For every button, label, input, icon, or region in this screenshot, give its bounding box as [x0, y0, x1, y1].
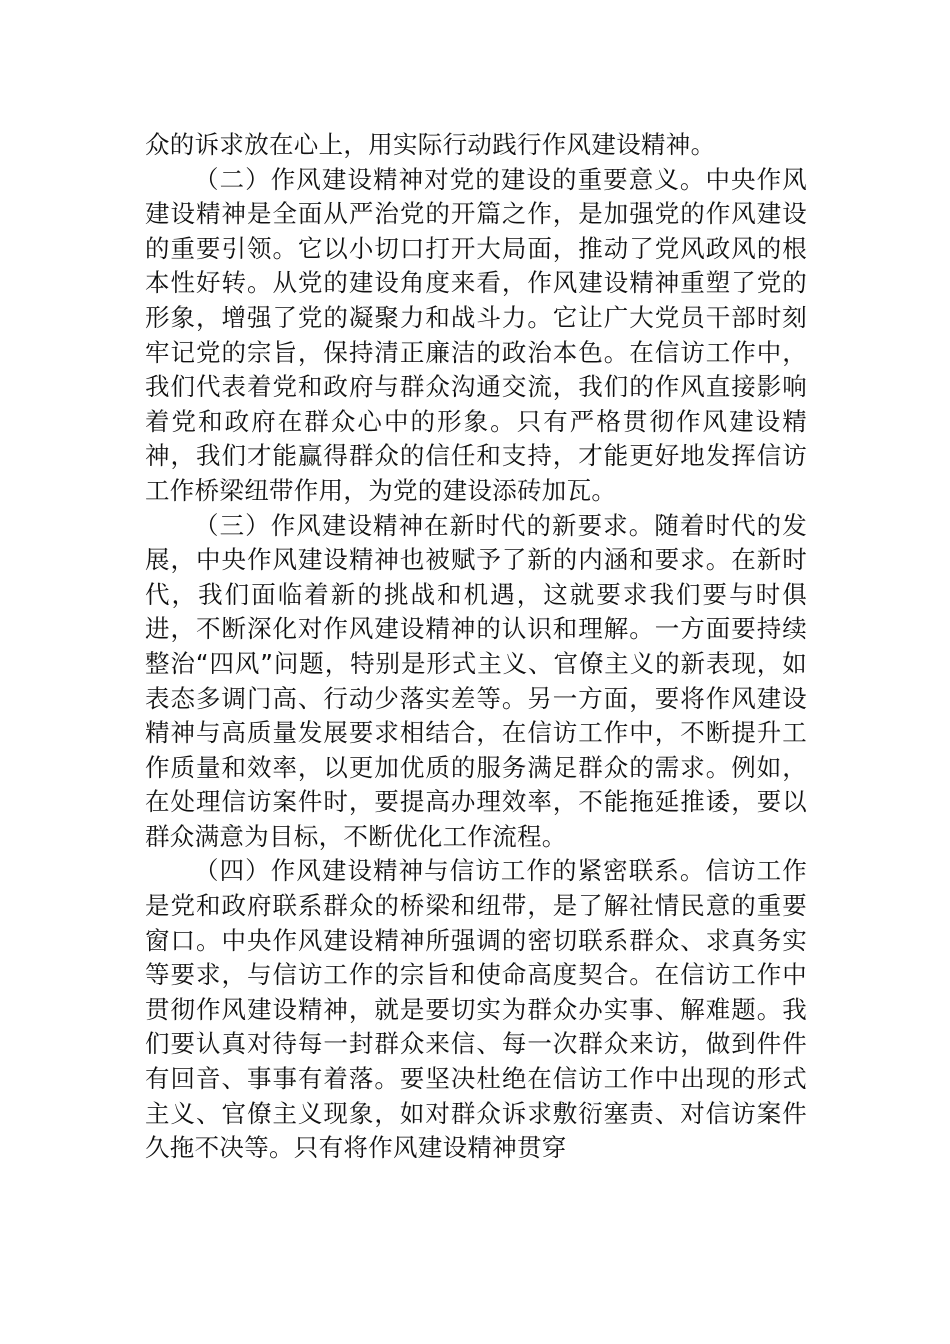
paragraph-section-4: （四）作风建设精神与信访工作的紧密联系。信访工作是党和政府联系群众的桥梁和纽带，是了解社情民意的重要窗口。中央作风建设精神所强调的密切联系群众、求真务实等要求，与信访工作的宗旨和使命高度契合。在信访工作中贯彻作风建设精神，就是要切实为群众办实事、解难题。我们要认真对待每一封群众来信、每一次群众来访，做到件件有回音、事事有着落。要坚决杜绝在信访工作中出现的形式主义、官僚主义现象，如对群众诉求敷衍塞责、对信访案件久拖不决等。只有将作风建设精神贯穿 [145, 856, 807, 1163]
paragraph-section-2: （二）作风建设精神对党的建设的重要意义。中央作风建设精神是全面从严治党的开篇之作，是加强党的作风建设的重要引领。它以小切口打开大局面，推动了党风政风的根本性好转。从党的建设角度来看，作风建设精神重塑了党的形象，增强了党的凝聚力和战斗力。它让广大党员干部时刻牢记党的宗旨，保持清正廉洁的政治本色。在信访工作中，我们代表着党和政府与群众沟通交流，我们的作风直接影响着党和政府在群众心中的形象。只有严格贯彻作风建设精神，我们才能赢得群众的信任和支持，才能更好地发挥信访工作桥梁纽带作用，为党的建设添砖加瓦。 [145, 164, 807, 505]
paragraph-section-3: （三）作风建设精神在新时代的新要求。随着时代的发展，中央作风建设精神也被赋予了新的内涵和要求。在新时代，我们面临着新的挑战和机遇，这就要求我们要与时俱进，不断深化对作风建设精神的认识和理解。一方面要持续整治“四风”问题，特别是形式主义、官僚主义的新表现，如表态多调门高、行动少落实差等。另一方面，要将作风建设精神与高质量发展要求相结合，在信访工作中，不断提升工作质量和效率，以更加优质的服务满足群众的需求。例如，在处理信访案件时，要提高办理效率，不能拖延推诿，要以群众满意为目标，不断优化工作流程。 [145, 510, 807, 851]
paragraph-continuation: 众的诉求放在心上，用实际行动践行作风建设精神。 [145, 130, 716, 159]
document-body [145, 128, 807, 1166]
